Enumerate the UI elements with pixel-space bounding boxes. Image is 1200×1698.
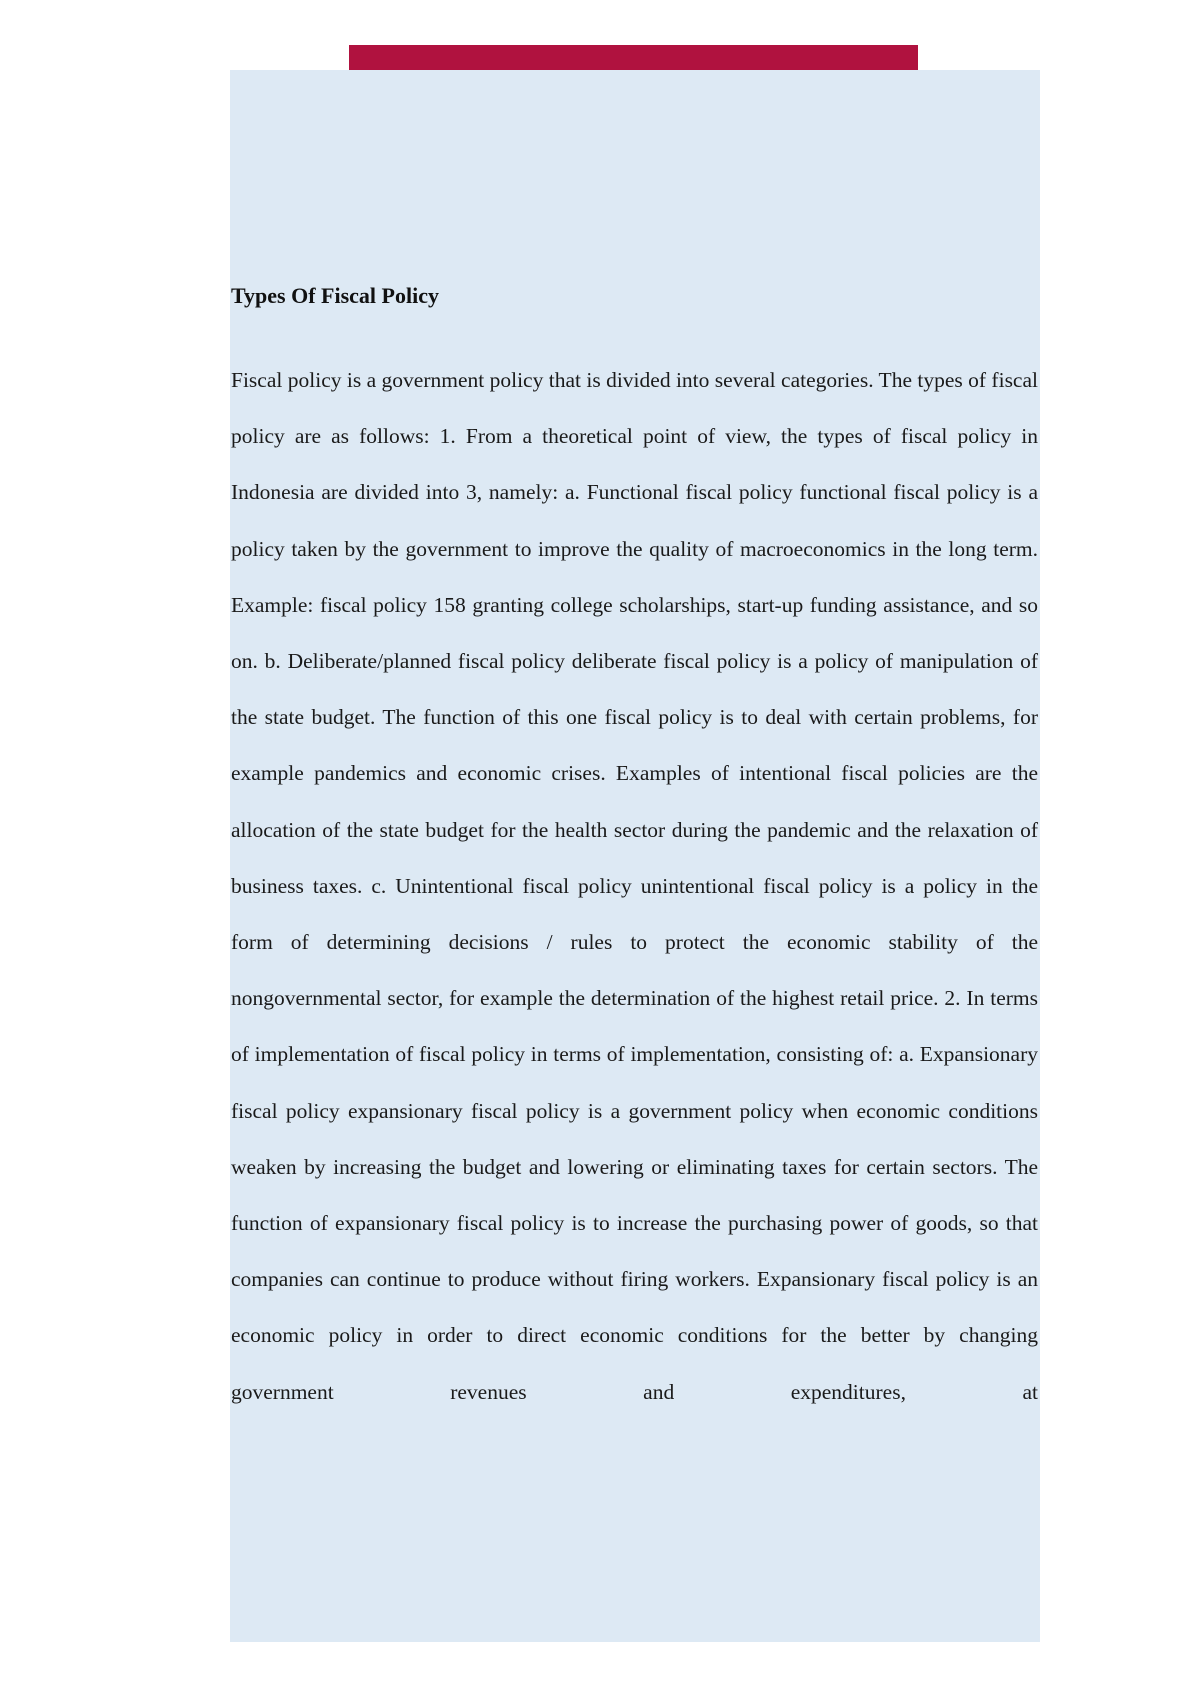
section-heading: Types Of Fiscal Policy — [231, 283, 439, 308]
body-paragraph: Fiscal policy is a government policy that is divided into several categories. The types of fiscal policy are as follows: 1. From a theoretical point of view, the types of fiscal policy in Indonesia are divided into 3, namely: a. Functional fiscal policy functional fiscal policy is a policy taken by the government to improve the quality of macroeconomics in the long term. Example: fiscal policy 158 granting college scholarships, start-up funding assistance, and so on. b. Deliberate/planned fiscal policy deliberate fiscal policy is a policy of manipulation of the state budget. The function of this one fiscal policy is to deal with certain problems, for example pandemics and economic crises. Examples of intentional fiscal policies are the allocation of the state budget for the health sector during the pandemic and the relaxation of business taxes. c. Unintentional fiscal policy unintentional fiscal policy is a policy in the form of determining decisions / rules to protect the economic stability of the nongovernmental sector, for example the determination of the highest retail price. 2. In terms of implementation of fiscal policy in terms of implementation, consisting of: a. Expansionary fiscal policy expansionary fiscal policy is a government policy when economic conditions weaken by increasing the budget and lowering or eliminating taxes for certain sectors. The function of expansionary fiscal policy is to increase the purchasing power of goods, so that companies can continue to produce without firing workers. Expansionary fiscal policy is an economic policy in order to direct economic conditions for the better by changing government revenues and expenditures, at — [231, 368, 1038, 1404]
header-accent-band — [349, 45, 918, 70]
